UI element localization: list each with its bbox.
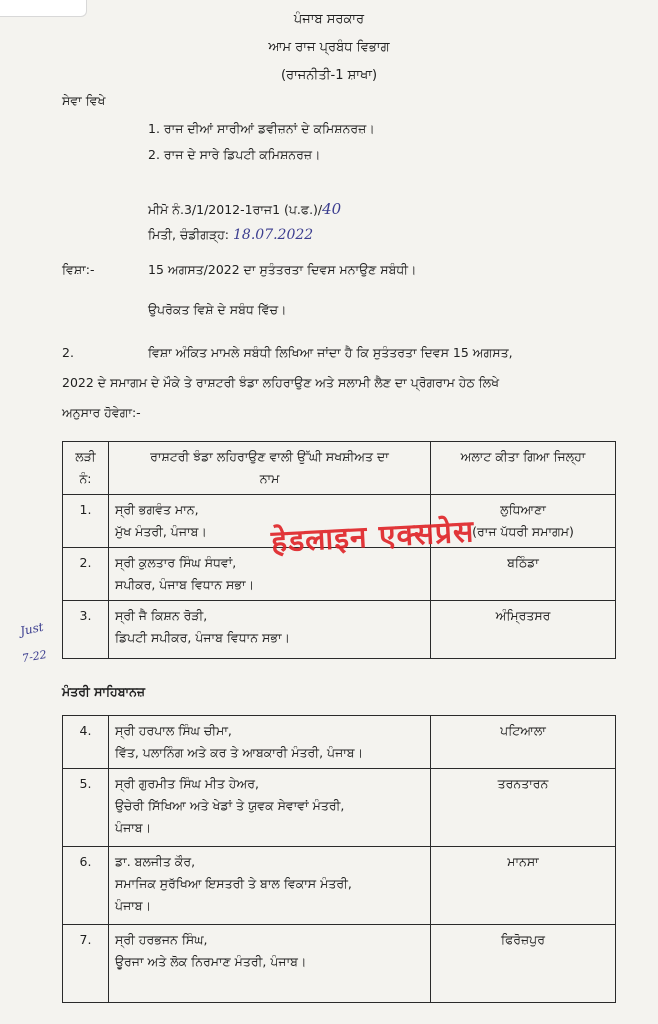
row-serial: 5. xyxy=(63,769,109,847)
header-department: ਆਮ ਰਾਜ ਪ੍ਰਬੰਧ ਵਿਭਾਗ xyxy=(268,40,390,55)
row-title-cont: ਪੰਜਾਬ। xyxy=(115,898,152,913)
row-title: ਡਿਪਟੀ ਸਪੀਕਰ, ਪੰਜਾਬ ਵਿਧਾਨ ਸਭਾ। xyxy=(115,630,290,645)
memo-number-printed: ਮੀਮੋ ਨੰ.3/1/2012-1ਰਾਜ1 (ਪ.ਫ.)/ xyxy=(148,202,323,217)
paragraph-line-3: ਅਨੁਸਾਰ ਹੋਵੇਗਾ:- xyxy=(62,405,141,420)
row-district: ਫਿਰੋਜ਼ਪੁਰ xyxy=(431,925,616,1003)
row-title: ਮੁੱਖ ਮੰਤਰੀ, ਪੰਜਾਬ। xyxy=(115,524,207,539)
margin-handwritten-initials: Just xyxy=(18,619,45,639)
table-row xyxy=(63,847,616,925)
row-title: ਊਰਜਾ ਅਤੇ ਲੋਕ ਨਿਰਮਾਣ ਮੰਤਰੀ, ਪੰਜਾਬ। xyxy=(115,954,307,969)
watermark-text: हेडलाइन एक्सप्रेस xyxy=(270,514,476,560)
header-branch: (ਰਾਜਨੀਤੀ-1 ਸ਼ਾਖਾ) xyxy=(280,68,378,83)
row-district-cell xyxy=(431,548,616,601)
row-serial: 2. xyxy=(63,548,109,601)
row-title-cont: ਪੰਜਾਬ। xyxy=(115,820,152,835)
paragraph-number: 2. xyxy=(62,345,74,360)
row-district: ਪਟਿਆਲਾ xyxy=(431,716,616,769)
row-name: ਡਾ. ਬਲਜੀਤ ਕੌਰ, xyxy=(115,854,196,869)
table-row xyxy=(63,925,616,1003)
header-serial-line1: ਲੜੀ xyxy=(75,449,96,464)
margin-handwritten-date: 7-22 xyxy=(21,647,48,666)
ministers-heading: ਮੰਤਰੀ ਸਾਹਿਬਾਨਜ਼ xyxy=(62,684,146,699)
row-name-cell xyxy=(109,601,431,659)
paragraph-line-2: 2022 ਦੇ ਸਮਾਗਮ ਦੇ ਮੌਕੇ ਤੇ ਰਾਸ਼ਟਰੀ ਝੰਡਾ ਲਹਿਰਾਉਣ ਅਤੇ ਸਲਾਮੀ ਲੈਣ ਦਾ ਪ੍ਰੋਗਰਾਮ ਹੇਠ ਲਿਖੇ xyxy=(62,375,500,390)
table-row xyxy=(63,601,616,659)
row-name: ਸ੍ਰੀ ਜੈ ਕਿਸ਼ਨ ਰੋੜੀ, xyxy=(115,608,208,623)
row-title: ਉਚੇਰੀ ਸਿੱਖਿਆ ਅਤੇ ਖੇਡਾਂ ਤੇ ਯੁਵਕ ਸੇਵਾਵਾਂ ਮੰਤਰੀ, xyxy=(115,798,345,813)
row-serial: 6. xyxy=(63,847,109,925)
row-name-cell xyxy=(109,925,431,1003)
memo-date-handwritten: 18.07.2022 xyxy=(233,227,314,243)
header-serial xyxy=(63,442,109,495)
header-name-line1: ਰਾਸ਼ਟਰੀ ਝੰਡਾ ਲਹਿਰਾਉਣ ਵਾਲੀ ਉੱਘੀ ਸਖਸ਼ੀਅਤ ਦਾ xyxy=(150,449,389,464)
recipient-1: 1. ਰਾਜ ਦੀਆਂ ਸਾਰੀਆਂ ਡਵੀਜ਼ਨਾਂ ਦੇ ਕਮਿਸ਼ਨਰਜ਼। xyxy=(148,121,375,136)
table-header-row xyxy=(63,442,616,495)
row-name: ਸ੍ਰੀ ਭਗਵੰਤ ਮਾਨ, xyxy=(115,502,199,517)
memo-number xyxy=(148,201,341,218)
header-serial-line2: ਨੰ: xyxy=(79,471,92,486)
row-district-cell xyxy=(431,601,616,659)
subject-label: ਵਿਸ਼ਾ:- xyxy=(62,262,95,277)
row-title: ਸਮਾਜਿਕ ਸੁਰੱਖਿਆ ਇਸਤਰੀ ਤੇ ਬਾਲ ਵਿਕਾਸ ਮੰਤਰੀ, xyxy=(115,876,352,891)
row-district: ਲੁਧਿਆਣਾ xyxy=(500,502,546,517)
memo-date-printed: ਮਿਤੀ, ਚੰਡੀਗੜ੍ਹ: xyxy=(148,227,230,242)
row-serial: 1. xyxy=(63,495,109,548)
row-name-cell xyxy=(109,716,431,769)
row-serial: 3. xyxy=(63,601,109,659)
row-title: ਸਪੀਕਰ, ਪੰਜਾਬ ਵਿਧਾਨ ਸਭਾ। xyxy=(115,577,255,592)
header-name-line2: ਨਾਮ xyxy=(259,471,280,486)
row-serial: 4. xyxy=(63,716,109,769)
header-district-label: ਅਲਾਟ ਕੀਤਾ ਗਿਆ ਜਿਲ੍ਹਾ xyxy=(460,449,586,464)
header-name xyxy=(109,442,431,495)
header-government: ਪੰਜਾਬ ਸਰਕਾਰ xyxy=(293,12,365,27)
row-name: ਸ੍ਰੀ ਗੁਰਮੀਤ ਸਿੰਘ ਮੀਤ ਹੇਅਰ, xyxy=(115,776,259,791)
recipient-2: 2. ਰਾਜ ਦੇ ਸਾਰੇ ਡਿਪਟੀ ਕਮਿਸ਼ਨਰਜ਼। xyxy=(148,147,321,162)
row-name-cell xyxy=(109,769,431,847)
reference-line: ਉਪਰੋਕਤ ਵਿਸ਼ੇ ਦੇ ਸਬੰਧ ਵਿੱਚ। xyxy=(148,302,287,317)
row-district: ਬਠਿੰਡਾ xyxy=(507,555,539,570)
memo-number-handwritten: 40 xyxy=(322,200,342,218)
row-name: ਸ੍ਰੀ ਹਰਪਾਲ ਸਿੰਘ ਚੀਮਾ, xyxy=(115,723,232,738)
subject-text: 15 ਅਗਸਤ/2022 ਦਾ ਸੁਤੰਤਰਤਾ ਦਿਵਸ ਮਨਾਉਣ ਸਬੰਧੀ। xyxy=(148,262,417,277)
row-name: ਸ੍ਰੀ ਕੁਲਤਾਰ ਸਿੰਘ ਸੰਧਵਾਂ, xyxy=(115,555,237,570)
row-name-cell xyxy=(109,548,431,601)
table-row xyxy=(63,716,616,769)
row-serial: 7. xyxy=(63,925,109,1003)
row-name: ਸ੍ਰੀ ਹਰਭਜਨ ਸਿੰਘ, xyxy=(115,932,208,947)
paragraph-line-1: ਵਿਸ਼ਾ ਅੰਕਿਤ ਮਾਮਲੇ ਸਬੰਧੀ ਲਿਖਿਆ ਜਾਂਦਾ ਹੈ ਕਿ ਸੁਤੰਤਰਤਾ ਦਿਵਸ 15 ਅਗਸਤ, xyxy=(148,345,513,360)
ministers-table xyxy=(62,715,616,1003)
memo-date xyxy=(148,227,313,243)
table-row xyxy=(63,769,616,847)
header-district xyxy=(431,442,616,495)
row-district-note: (ਰਾਜ ਪੱਧਰੀ ਸਮਾਗਮ) xyxy=(472,524,574,539)
row-title: ਵਿੱਤ, ਪਲਾਨਿੰਗ ਅਤੇ ਕਰ ਤੇ ਆਬਕਾਰੀ ਮੰਤਰੀ, ਪੰਜਾਬ। xyxy=(115,745,364,760)
row-district: ਅੰਮ੍ਰਿਤਸਰ xyxy=(495,608,551,623)
row-district: ਤਰਨਤਾਰਨ xyxy=(431,769,616,847)
row-district: ਮਾਨਸਾ xyxy=(431,847,616,925)
row-name-cell xyxy=(109,847,431,925)
sewa-label: ਸੇਵਾ ਵਿਖੇ xyxy=(62,93,106,108)
